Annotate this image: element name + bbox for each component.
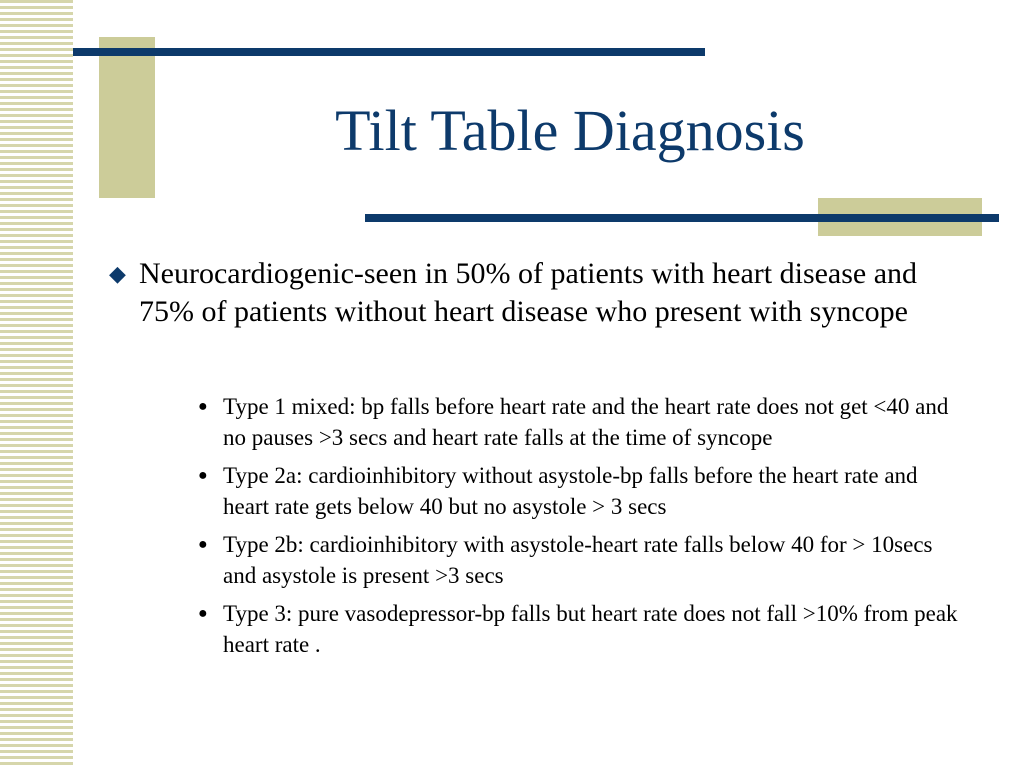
dot-bullet-icon: ● bbox=[198, 605, 208, 622]
dot-bullet-icon: ● bbox=[198, 536, 208, 553]
sub-bullet-text: Type 3: pure vasodepressor-bp falls but heart rate does not fall >10% from peak heart rate . bbox=[223, 601, 958, 657]
dot-bullet-icon: ● bbox=[198, 467, 208, 484]
decorative-block-left bbox=[99, 37, 155, 198]
sub-bullet-item bbox=[198, 391, 963, 453]
main-bullet-item bbox=[105, 255, 935, 331]
sub-bullet-text: Type 2b: cardioinhibitory with asystole-heart rate falls below 40 for > 10secs and asystole is present >3 secs bbox=[223, 532, 933, 588]
title-rule-top bbox=[73, 48, 705, 56]
main-bullet-text: Neurocardiogenic-seen in 50% of patients with heart disease and 75% of patients without heart disease who present with syncope bbox=[139, 257, 918, 328]
decorative-stripes bbox=[0, 0, 73, 768]
title-rule-bottom bbox=[365, 214, 999, 222]
sub-bullet-item bbox=[198, 598, 963, 660]
sub-bullet-text: Type 2a: cardioinhibitory without asystole-bp falls before the heart rate and heart rate gets below 40 but no asystole > 3 secs bbox=[223, 463, 918, 519]
sub-bullet-text: Type 1 mixed: bp falls before heart rate and the heart rate does not get <40 and no pauses >3 secs and heart rate falls at the time of syncope bbox=[223, 394, 949, 450]
main-bullet-list bbox=[105, 255, 935, 331]
sub-bullet-list bbox=[198, 391, 963, 667]
sub-bullet-item bbox=[198, 460, 963, 522]
dot-bullet-icon: ● bbox=[198, 398, 208, 415]
diamond-bullet-icon: ◆ bbox=[109, 261, 126, 286]
slide-title: Tilt Table Diagnosis bbox=[335, 98, 805, 163]
sub-bullet-item bbox=[198, 529, 963, 591]
